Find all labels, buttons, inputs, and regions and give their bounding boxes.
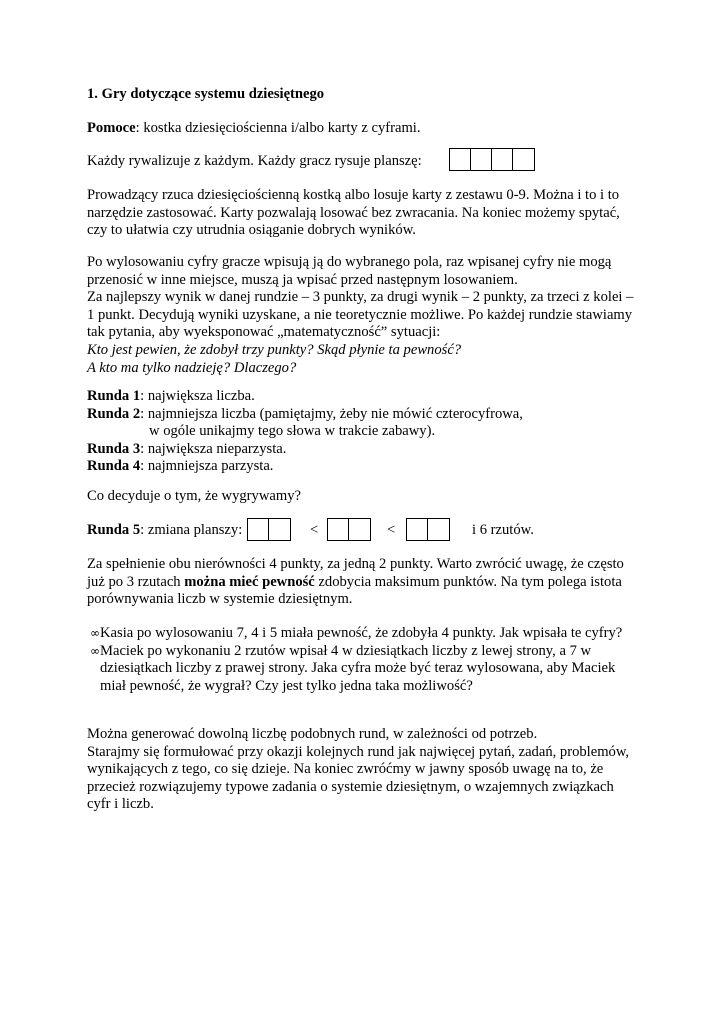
list-item-text: Kasia po wylosowaniu 7, 4 i 5 miała pewność, że zdobyła 4 punkty. Jak wpisała te cyfry? — [100, 625, 623, 641]
question-italic: A kto ma tylko nadzieję? Dlaczego? — [87, 359, 297, 376]
board-cell — [428, 519, 449, 540]
paragraph-line: Prowadzący rzuca dziesięciościenną kostką albo losuje karty z zestawu 0-9. Można i to i to — [87, 187, 620, 203]
paragraph-text: zdobycia maksimum punktów. Na tym polega istota — [314, 573, 622, 590]
round-text: : największa nieparzysta. — [140, 440, 287, 457]
paragraph-line: Za najlepszy wynik w danej rundzie – 3 punkty, za drugi wynik – 2 punkty, za trzeci z kolei – — [87, 289, 634, 306]
round-text: : najmniejsza parzysta. — [140, 458, 274, 475]
paragraph-rules — [87, 254, 647, 377]
examples-list — [90, 625, 650, 695]
paragraph-line: czy to ułatwia czy utrudnia osiąganie dobrych wyników. — [87, 222, 416, 239]
board-cell — [492, 149, 513, 170]
round-item — [87, 441, 647, 459]
board-cell — [328, 519, 349, 540]
paragraph-line: tak pytania, aby wyeksponować „matematyczność” sytuacji: — [87, 324, 441, 341]
paragraph-closing — [87, 726, 647, 814]
paragraph-line: cyfr i liczb. — [87, 796, 154, 813]
round5-throws: i 6 rzutów. — [472, 522, 534, 538]
round-label: Runda 3 — [87, 440, 141, 457]
paragraph-line: przecież rozwiązujemy typowe zadania o systemie dziesiętnym, o wzajemnych związkach — [87, 778, 614, 795]
board-instruction — [87, 153, 647, 171]
board-instruction-text: Każdy rywalizuje z każdym. Każdy gracz rysuje planszę: — [87, 153, 422, 169]
question-italic: Kto jest pewien, że zdobył trzy punkty? Skąd płynie ta pewność? — [87, 341, 462, 358]
round-item — [87, 388, 647, 406]
list-item-continued: miał pewność, że wygrał? Czy jest tylko jedna taka możliwość? — [100, 677, 473, 694]
round5-board-middle — [327, 518, 371, 541]
round-item — [87, 458, 647, 476]
paragraph-line: Po wylosowaniu cyfry gracze wpisują ją do wybranego pola, raz wpisanej cyfry nie mogą — [87, 254, 612, 270]
paragraph-line: porównywania liczb w systemie dziesiętnym. — [87, 591, 353, 608]
paragraph-line: Można generować dowolną liczbę podobnych rund, w zależności od potrzeb. — [87, 726, 538, 742]
board-cell — [513, 149, 534, 170]
paragraph-scoring — [87, 556, 647, 609]
paragraph-line: 1 punkt. Decydują wyniki uzyskane, a nie teoretycznie możliwe. Po każdej rundzie stawiamy — [87, 306, 633, 323]
round-label: Runda 2 — [87, 405, 141, 422]
win-question: Co decyduje o tym, że wygrywamy? — [87, 488, 301, 504]
round-label: Runda 1 — [87, 388, 141, 404]
board-cell — [450, 149, 471, 170]
paragraph-line — [87, 574, 647, 592]
paragraph-text: już po 3 rzutach — [87, 573, 185, 590]
board-cell — [248, 519, 269, 540]
round-text: : zmiana planszy: — [140, 522, 243, 538]
round-label: Runda 4 — [87, 458, 141, 475]
round5-board-left — [247, 518, 291, 541]
rounds-list — [87, 388, 647, 476]
board-cell — [269, 519, 290, 540]
pomoce-label: Pomoce — [87, 120, 136, 136]
paragraph-line: przenosić w inne miejsce, muszą ja wpisać przed następnym losowaniem. — [87, 271, 518, 288]
round-text-continued: w ogóle unikajmy tego słowa w trakcie zabawy). — [149, 423, 436, 440]
paragraph-line: Za spełnienie obu nierówności 4 punkty, za jedną 2 punkty. Warto zwrócić uwagę, że często — [87, 556, 624, 572]
board-4-cells — [449, 148, 535, 171]
round-item — [87, 406, 647, 424]
paragraph-line: narzędzie zastosować. Karty pozwalają losować bez zwracania. Na koniec możemy spytać, — [87, 204, 620, 221]
round-label: Runda 5 — [87, 522, 141, 538]
paragraph-dice — [87, 187, 647, 240]
board-cell — [407, 519, 428, 540]
list-item — [90, 625, 650, 643]
round5-board-right — [406, 518, 450, 541]
round-text: : największa liczba. — [140, 388, 255, 404]
section-title: 1. Gry dotyczące systemu dziesiętnego — [87, 86, 325, 102]
less-than-sign: < — [310, 522, 319, 538]
pomoce-text: : kostka dziesięciościenna i/albo karty z cyframi. — [135, 120, 421, 136]
list-item-continued: dziesiątkach liczby z prawej strony. Jaka cyfra może być teraz wylosowana, aby Maciek — [100, 660, 616, 677]
infinity-bullet-icon: ∞ — [90, 626, 100, 640]
board-cell — [349, 519, 370, 540]
pomoce-line — [87, 120, 647, 138]
emphasis-text: można mieć pewność — [184, 573, 315, 590]
list-item-text: Maciek po wykonaniu 2 rzutów wpisał 4 w dziesiątkach liczby z lewej strony, a 7 w — [100, 642, 592, 659]
less-than-sign: < — [387, 522, 396, 538]
infinity-bullet-icon: ∞ — [90, 643, 100, 658]
paragraph-line: Starajmy się formułować przy okazji kolejnych rund jak najwięcej pytań, zadań, problemów, — [87, 743, 630, 760]
board-cell — [471, 149, 492, 170]
paragraph-line: wynikających z tego, co się dzieje. Na koniec zwróćmy w jawny sposób uwagę na to, że — [87, 761, 604, 778]
round-text: : najmniejsza liczba (pamiętajmy, żeby nie mówić czterocyfrowa, — [140, 405, 523, 422]
list-item — [90, 643, 650, 661]
